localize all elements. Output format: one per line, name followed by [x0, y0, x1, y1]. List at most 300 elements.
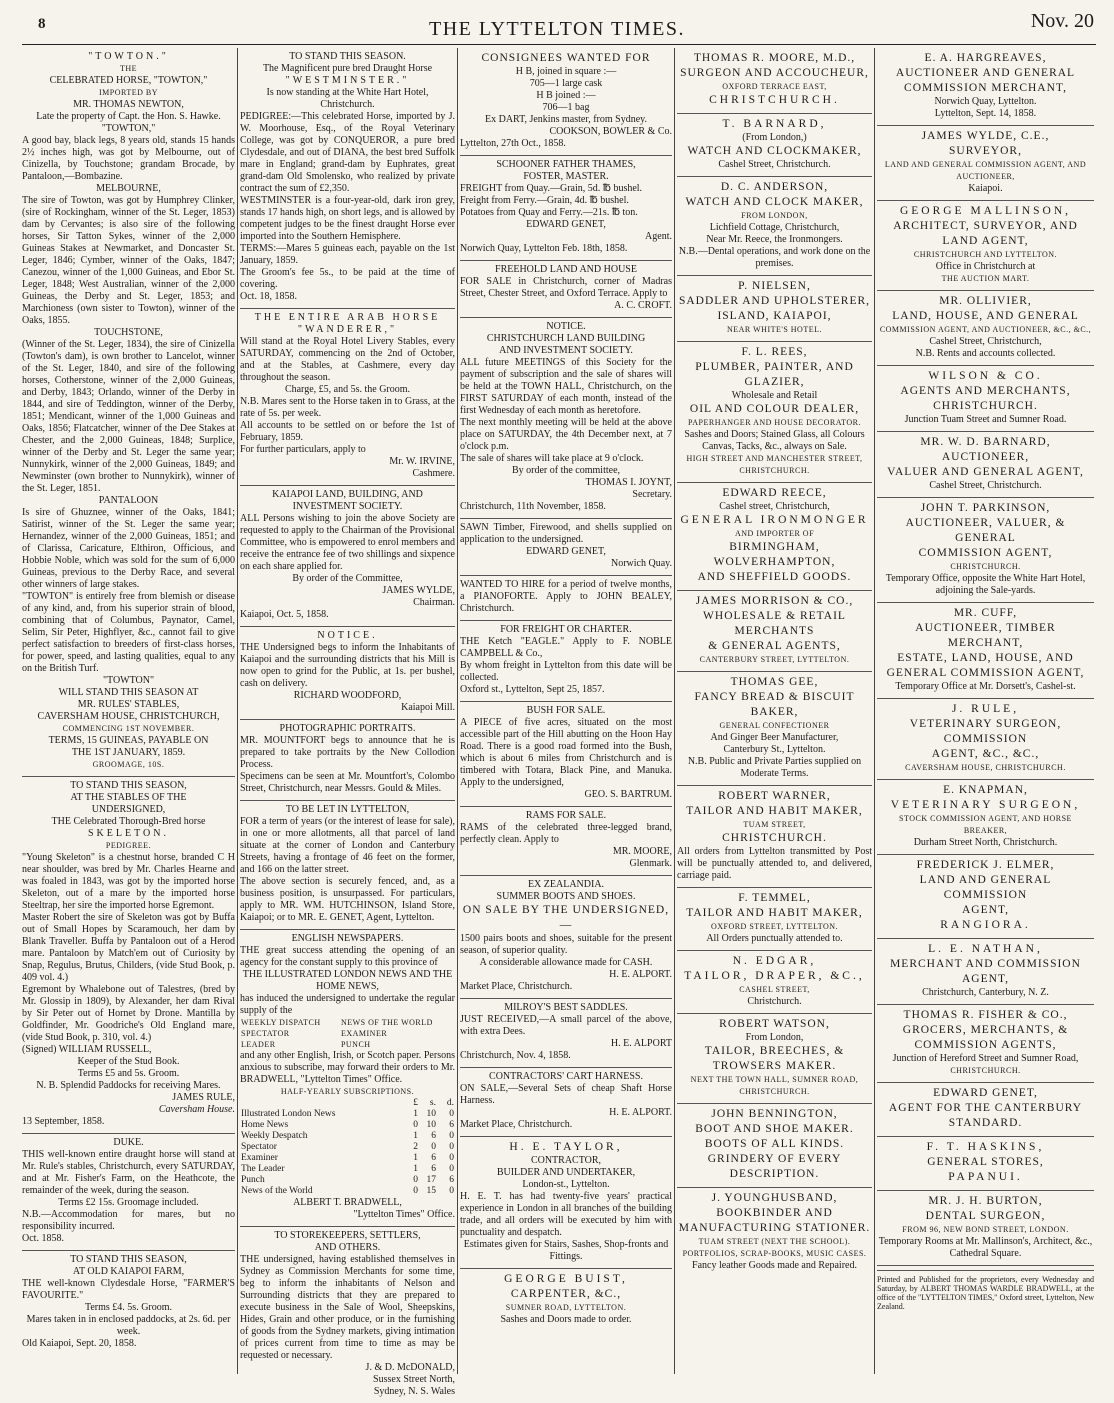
table-cell: 0 [449, 1142, 454, 1152]
ad-date: Norwich Quay, Lyttelton Feb. 18th, 1858. [460, 243, 628, 254]
rams-advert [460, 807, 672, 876]
ad-signature: (Signed) WILLIAM RUSSELL, [22, 1044, 152, 1055]
summer-boots-advert [460, 876, 672, 999]
ad-heading: FOSTER, MASTER. [523, 171, 609, 182]
table-row [240, 1109, 455, 1120]
ad-line: Potatoes from Quay and Ferry.—21s. ℔ ton. [460, 207, 638, 218]
ad-signature: RICHARD WOODFORD, [293, 690, 402, 701]
ad-signature: GEO. S. BARTRUM. [584, 789, 672, 800]
card-line: Norwich Quay, Lyttelton. [934, 96, 1037, 107]
card-line: CAVERSHAM HOUSE, CHRISTCHURCH. [905, 763, 1066, 772]
ad-line: Sydney, N. S. Wales [373, 1386, 455, 1397]
column-divider [237, 48, 238, 1374]
ad-heading: TO STAND THIS SEASON, [70, 780, 187, 791]
card-line: N.B. Public and Private Parties supplied on Moderate Terms. [687, 756, 862, 779]
card-line: (From London,) [742, 132, 807, 143]
ad-body: (Winner of the St. Leger, 1834), the sire of Cinizella (Towton's dam), is own brother to Lancelot, winner of the St. Leger, 1840, and sire of the following horses, Cotherstone, winner of the 2,000 Guineas, and Derby, 1843; Orlando, winner of the Derby in 1844, and sire of Teddington, winner of the Derby, 1851; Mendicant, winner of the 1,000 Guineas and Oaks, 1856; Flatcatcher, winner of the Dee Stakes at Chester, and the 2,000 Guineas, 1848; Surplice, winner of the Derby and St. Leger the same year; Nunnykirk, winner of the 2,000 Guineas, 1849; and Newminster (own brother to Nunnykirk), winner of the St. Leger, 1851. [22, 339, 235, 494]
ad-heading: CHRISTCHURCH LAND BUILDING [486, 333, 646, 344]
card-line: AUCTIONEER, TIMBER MERCHANT, [915, 622, 1056, 649]
table-cell: 0 [449, 1153, 454, 1163]
card-line: OIL AND COLOUR DEALER, [689, 403, 860, 415]
table-cell: 0 [413, 1175, 418, 1185]
card-line: THE AUCTION MART. [941, 274, 1030, 283]
card-line: & GENERAL AGENTS, [708, 640, 841, 652]
card-line: TAILOR, BREECHES, & TROWSERS MAKER. [704, 1045, 845, 1072]
table-cell: 6 [431, 1153, 436, 1163]
table-row [240, 1186, 455, 1197]
ad-body: "Young Skeleton" is a chestnut horse, branded C H near shoulder, was bred by Mr. Charles Hearne and was foaled in 1843, was got by the imported horse Skeleton, out of a mare by the imported horse Steeltrap, her sire the imported horse Egremont. [22, 852, 235, 911]
card-line: PLUMBER, PAINTER, AND GLAZIER, [695, 361, 854, 388]
ad-line: "Lyttelton Times" Office. [353, 1209, 455, 1220]
ad-line: Agent. [645, 231, 672, 242]
ad-heading: PHOTOGRAPHIC PORTRAITS. [279, 723, 416, 734]
ad-heading: BUILDER AND UNDERTAKER, [496, 1167, 636, 1178]
ad-subheading: MELBOURNE, [96, 183, 161, 194]
table-cell: 10 [426, 1120, 436, 1130]
card-line: BOOT AND SHOE MAKER. [695, 1123, 854, 1135]
table-cell: 0 [449, 1186, 454, 1196]
ad-line: "TOWTON," [101, 123, 156, 134]
card-name: F. T. HASKINS, [926, 1141, 1045, 1153]
ad-body: WANTED TO HIRE for a period of twelve months, a PIANOFORTE. Apply to JOHN BEALEY, Christchurch. [460, 579, 672, 614]
ad-body: N.B.—Accommodation for mares, but no responsibility incurred. [22, 1209, 235, 1232]
sawn-timber-advert [460, 519, 672, 576]
card-line: All Orders punctually attended to. [706, 933, 843, 944]
card-line: PORTFOLIOS, SCRAP-BOOKS, MUSIC CASES. [682, 1249, 867, 1258]
card-line: Durham Street North, Christchurch. [913, 837, 1058, 848]
column-2 [240, 48, 455, 1397]
masthead-title: THE LYTTELTON TIMES. [429, 18, 685, 40]
subscription-table [240, 1098, 455, 1197]
ad-date: Old Kaiapoi, Sept. 20, 1858. [22, 1338, 137, 1349]
ad-date: Oxford st., Lyttelton, Sept 25, 1857. [460, 684, 605, 695]
card-line: GENERAL CONFECTIONER [719, 721, 830, 730]
table-cell: 0 [431, 1142, 436, 1152]
ad-body: TERMS:—Mares 5 guineas each, payable on the 1st January, 1859. [240, 243, 455, 266]
ad-heading: SCHOONER FATHER THAMES, [496, 159, 636, 170]
ad-body: THIS well-known entire draught horse will stand at Mr. Rule's stables, Christchurch, every SATURDAY, and at Mr. Fisher's Farm, on the Heathcote, the remainder of the week, during the season. [22, 1149, 235, 1196]
card-name: E. KNAPMAN, [943, 784, 1028, 796]
photographic-advert [240, 720, 455, 801]
card-line: Cashel Street, Christchurch. [718, 159, 831, 170]
ad-line: WILL STAND THIS SEASON AT [58, 687, 199, 698]
card-line: LAND, HOUSE, AND GENERAL [892, 310, 1079, 322]
ad-heading: AND INVESTMENT SOCIETY. [499, 345, 633, 356]
card-name: WILSON & CO. [928, 370, 1043, 382]
ad-subheading: TOUCHSTONE, [94, 327, 163, 338]
ad-heading: FREEHOLD LAND AND HOUSE [495, 264, 637, 275]
card-line: AGENT, [962, 904, 1009, 916]
ad-body: and any other English, Irish, or Scotch paper. Persons anxious to subscribe, may forward their orders to Mr. BRADWELL, "Lyttelton Times" Office. [240, 1050, 455, 1085]
card-line: Wholesale and Retail [731, 390, 818, 401]
card-line: N.B.—Dental operations, and work done on the premises. [678, 246, 871, 269]
card-line: LAND AGENT, [942, 235, 1029, 247]
table-cell: 1 [413, 1131, 418, 1141]
ad-line: Charge, £5, and 5s. the Groom. [284, 384, 411, 395]
card-line: AGENT, &C., &C., [931, 748, 1040, 760]
ad-line: Mares taken in in enclosed paddocks, at 2s. 6d. per week. [26, 1314, 231, 1337]
business-card [877, 1191, 1094, 1266]
card-line: OXFORD TERRACE EAST, [722, 82, 827, 91]
business-card [877, 1083, 1094, 1137]
ad-body: JUST RECEIVED,—A small parcel of the above, with extra Dees. [460, 1014, 672, 1037]
ad-body: Will stand at the Royal Hotel Livery Stables, every SATURDAY, commencing on the 2nd of October, and at the Stables, at Cashmere, every day throughout the season. [240, 336, 455, 383]
schooner-advert [460, 156, 672, 261]
ad-heading: BUSH FOR SALE. [526, 705, 606, 716]
column-divider [674, 48, 675, 1374]
ad-heading: KAIAPOI LAND, BUILDING, AND [272, 489, 423, 500]
column-3 [460, 48, 672, 1374]
business-card [877, 780, 1094, 855]
ad-date: Oct. 1858. [22, 1233, 64, 1244]
ad-body: The next monthly meeting will be held at the above place on SATURDAY, the 4th December next, at 7 o'clock p.m. [460, 417, 672, 452]
card-line: PAPERHANGER AND HOUSE DECORATOR. [688, 418, 861, 427]
ad-date: Kaiapoi, Oct. 5, 1858. [240, 609, 329, 620]
mill-notice-advert [240, 627, 455, 720]
duke-advert [22, 1134, 235, 1251]
table-cell: 1 [413, 1153, 418, 1163]
table-cell: Weekly Despatch [241, 1131, 308, 1141]
table-cell: Illustrated London News [241, 1109, 336, 1119]
ad-body: "TOWTON" is entirely free from blemish or disease of any kind, and, from his superior strain of blood, combining that of Columbus, Paynator, Camel, Selim, Sir Peter, Highflyer, &c., cannot fail to give perfect satisfaction to breeders of first-class horses, for power, speed, and lasting qualities, equal to any on the British Turf. [22, 591, 235, 674]
card-line: STANDARD. [948, 1117, 1023, 1129]
table-cell: Examiner [241, 1153, 278, 1163]
ad-heading: NOTICE. [546, 321, 586, 332]
arab-horse-advert [240, 309, 455, 486]
card-name: T. BARNARD, [722, 118, 827, 130]
table-cell: 10 [426, 1109, 436, 1119]
ad-signature: JAMES RULE, [172, 1092, 235, 1103]
ad-heading: UNDERSIGNED, [91, 804, 166, 815]
ad-subheading: PANTALOON [98, 495, 159, 506]
table-cell: 0 [449, 1131, 454, 1141]
business-card [677, 1014, 872, 1104]
card-line: All orders from Lyttelton transmitted by Post will be punctually attended to, and delivered, carriage paid. [677, 846, 872, 881]
card-line: Cashel Street, Christchurch. [929, 480, 1042, 491]
ad-line: By order of the Committee, [292, 573, 403, 584]
bush-for-sale-advert [460, 702, 672, 807]
ad-line: Ex DART, Jenkins master, from Sydney. [484, 114, 648, 125]
card-line: WHOLESALE & RETAIL MERCHANTS [703, 610, 846, 637]
business-card [877, 126, 1094, 201]
card-line: BOOKBINDER AND MANUFACTURING STATIONER. [678, 1207, 871, 1234]
card-name: L. E. NATHAN, [928, 943, 1043, 955]
ad-heading: RAMS FOR SALE. [525, 810, 607, 821]
business-card [677, 786, 872, 888]
ad-line: Market Place, Christchurch. [460, 1119, 573, 1130]
card-line: AUCTIONEER AND GENERAL [895, 67, 1076, 79]
card-line: VALUER AND GENERAL AGENT, [887, 466, 1084, 478]
business-card [677, 342, 872, 483]
card-name: EDWARD GENET, [933, 1087, 1038, 1099]
card-name: JAMES WYLDE, C.E., [921, 130, 1050, 142]
ad-heading: CONSIGNEES WANTED FOR [481, 52, 651, 64]
ad-line: Chairman. [413, 597, 455, 608]
ad-line: TERMS, 15 GUINEAS, PAYABLE ON [48, 735, 209, 746]
ad-body: N.B. Mares sent to the Horse taken in to Grass, at the rate of 5s. per week. [240, 396, 455, 419]
card-line: GENERAL STORES, [927, 1156, 1044, 1168]
business-card [877, 48, 1094, 126]
ad-line: London-st., Lyttelton. [522, 1179, 610, 1190]
ad-body: FREIGHT from Quay.—Grain, 5d. ℔ bushel. [460, 183, 643, 194]
ad-body: THE well-known Clydesdale Horse, "FARMER'S FAVOURITE." [22, 1278, 235, 1301]
ad-date: Lyttelton, 27th Oct., 1858. [460, 138, 566, 149]
card-name: MR. J. H. BURTON, [928, 1195, 1043, 1207]
table-cell: 15 [426, 1186, 436, 1196]
freehold-advert [460, 261, 672, 318]
ad-date: Christchurch, 11th November, 1858. [460, 501, 606, 512]
ad-body: By whom freight in Lyttelton from this date will be collected. [460, 660, 672, 683]
ad-body: 1500 pairs boots and shoes, suitable for the present season, of superior quality. [460, 933, 672, 956]
business-card [677, 48, 872, 114]
pianoforte-advert [460, 576, 672, 621]
business-card [677, 1188, 872, 1277]
ad-heading: TO STAND THIS SEASON. [289, 51, 406, 62]
card-line: TUAM STREET, [743, 820, 806, 829]
ad-body: SAWN Timber, Firewood, and shells supplied on application to the undersigned. [460, 522, 672, 545]
ad-heading: INVESTMENT SOCIETY. [292, 501, 403, 512]
card-line: From London, [745, 1032, 804, 1043]
ad-line: THE Celebrated Thorough-Bred horse [51, 816, 206, 827]
business-card [677, 591, 872, 672]
ad-body: The sire of Towton, was got by Humphrey Clinker, (sire of Rockingham, winner of the St. Leger, 1853) dam by Cervantes; is also sire of the following horses, Sir Tatton Sykes, winner of the 2,000 Guineas Stakes at Newmarket, and Doncaster St. Leger, 1846; Cymber, winner of the Oaks, 1847; Canezou, winner of the 1,000 Guineas, and Ebor St. Leger, 1848; West Australian, winner of the 2,000 Guineas, the Derby and St. Leger, 1853; and Marchioness (own sister to Towton), winner of the Oaks, 1855. [22, 195, 235, 326]
ad-body: ON SALE,—Several Sets of cheap Shaft Horse Harness. [460, 1083, 672, 1106]
newspaper-name: SPECTATOR [241, 1029, 290, 1038]
ad-line: Kaiapoi Mill. [401, 702, 455, 713]
newspapers-advert [240, 930, 455, 1227]
ad-body: ALL future MEETINGS of this Society for the payment of subscription and the sale of shares will be held at the TOWN HALL, Christchurch, on the FIRST SATURDAY of each month, instead of the first Wednesday of each month as heretofore. [460, 357, 672, 416]
ad-signature: H. E. ALPORT [610, 1038, 672, 1049]
table-cell: 1 [413, 1164, 418, 1174]
ad-body: The Groom's fee 5s., to be paid at the time of covering. [240, 267, 455, 290]
ad-heading: NOTICE. [317, 630, 378, 641]
table-row [240, 1175, 455, 1186]
ad-signature: ALBERT T. BRADWELL, [293, 1197, 402, 1208]
ad-body: FOR SALE in Christchurch, corner of Madras Street, Chester Street, and Oxford Terrace. Apply to [460, 276, 672, 299]
ad-heading: AT OLD KAIAPOI FARM, [72, 1266, 185, 1277]
ad-signature: A. C. CROFT. [614, 300, 672, 311]
ad-line: Is now standing at the White Hart Hotel, Christchurch. [266, 87, 429, 110]
ad-title: H. E. TAYLOR, [509, 1141, 623, 1153]
harness-advert [460, 1068, 672, 1137]
table-cell: 6 [431, 1131, 436, 1141]
card-name: MR. CUFF, [953, 607, 1018, 619]
card-line: HIGH STREET AND MANCHESTER STREET, CHRISTCHURCH. [686, 454, 863, 475]
card-line: TAILOR AND HABIT MAKER, [686, 907, 863, 919]
card-name: THOMAS R. FISHER & CO., [903, 1009, 1068, 1021]
business-card [877, 498, 1094, 603]
ad-body: A PIECE of five acres, situated on the most accessible part of the Hill abutting on the Hoon Hay Road. There is a good road formed into the Bush, which is about 6 miles from Christchurch and is timbered with Totara, Black Pine, and Manuka. Apply to the undersigned, [460, 717, 672, 788]
card-line: CASHEL STREET, [739, 985, 810, 994]
card-name: THOMAS GEE, [730, 676, 819, 688]
table-cell: 6 [449, 1175, 454, 1185]
ad-body: THE great success attending the opening of an agency for the constant supply to this province of [240, 945, 455, 968]
ad-line: CAVERSHAM HOUSE, CHRISTCHURCH, [37, 711, 220, 722]
business-card [677, 888, 872, 951]
ad-body: WESTMINSTER is a four-year-old, dark iron grey, stands 17 hands high, on short legs, and is allowed by competent judges to be the finest draught Horse ever imported into the Southern Hemisphere. [240, 195, 455, 242]
card-line: Junction Tuam Street and Sumner Road. [904, 414, 1067, 425]
ad-heading: SUMMER BOOTS AND SHOES. [496, 891, 636, 902]
card-line: PAPANUI. [948, 1171, 1023, 1183]
ad-line: Terms £2 15s. Groomage included. [58, 1197, 199, 1208]
table-cell: 6 [449, 1120, 454, 1130]
ad-line: THE 1ST JANUARY, 1859. [71, 747, 186, 758]
page-number: 8 [38, 16, 46, 32]
ad-signature: Mr. W. IRVINE, [389, 456, 455, 467]
ad-body: THE Ketch "EAGLE." Apply to F. NOBLE CAMPBELL & Co., [460, 636, 672, 659]
table-cell: 2 [413, 1142, 418, 1152]
ad-line: 705—1 large cask [529, 78, 603, 89]
card-line: DENTAL SURGEON, [925, 1210, 1046, 1222]
card-line: FROM 96, NEW BOND STREET, LONDON. [902, 1225, 1069, 1234]
card-line: COMMISSION MERCHANT, [904, 82, 1067, 94]
ad-heading: FOR FREIGHT OR CHARTER. [500, 624, 632, 635]
newspaper-name: EXAMINER [340, 1029, 388, 1038]
card-line: And Ginger Beer Manufacturer, [710, 732, 839, 743]
westminster-advert [240, 48, 455, 309]
table-cell: Home News [241, 1120, 289, 1130]
table-cell: 0 [449, 1109, 454, 1119]
skeleton-advert [22, 777, 235, 1134]
ad-signature: EDWARD GENET, [526, 219, 606, 230]
business-card [877, 939, 1094, 1005]
card-line: AGENT FOR THE CANTERBURY [888, 1102, 1083, 1114]
charter-advert [460, 621, 672, 702]
card-line: Sashes and Doors; Stained Glass, all Colours Canvas, Tacks, &c., always on Sale. [684, 429, 865, 452]
card-name: N. EDGAR, [732, 955, 817, 967]
ad-line: Terms £4. 5s. Groom. [84, 1302, 173, 1313]
ad-body: FOR a term of years (or the interest of lease for sale), in one or more allotments, all that parcel of land situate at the corner of London and Canterbury Streets, having a frontage of 46 feet on the former, and 166 on the latter street. [240, 816, 455, 875]
card-line: FROM LONDON, [741, 211, 808, 220]
ad-line: A considerable allowance made for CASH. [479, 957, 653, 968]
ad-subheading: HALF-YEARLY SUBSCRIPTIONS. [280, 1087, 415, 1096]
ad-body: The above section is securely fenced, and, as a business position, is unsurpassed. For particulars, apply to MR. WM. HUTCHINSON, Island Store, Kaiapoi; or to MR. E. GENET, Agent, Lyttelton. [240, 876, 455, 923]
card-line: CHRISTCHURCH. [933, 400, 1038, 412]
card-line: Lyttelton, Sept. 14, 1858. [934, 108, 1037, 119]
card-name: JOHN BENNINGTON, [711, 1108, 838, 1120]
ad-signature: THOMAS I. JOYNT, [585, 477, 672, 488]
newspaper-name: WEEKLY DISPATCH [241, 1018, 321, 1027]
card-line: ISLAND, KAIAPOI, [717, 310, 832, 322]
card-name: THOMAS R. MOORE, M.D., [693, 52, 856, 64]
ad-heading: TO STOREKEEPERS, SETTLERS, [274, 1230, 421, 1241]
buist-carpenter-advert [460, 1269, 672, 1331]
ad-title: ON SALE BY THE UNDERSIGNED,— [462, 904, 670, 931]
ad-body: MR. MOUNTFORT begs to announce that he is prepared to take portraits by the New Collodion Process. [240, 735, 455, 770]
table-header: d. [446, 1098, 454, 1108]
card-line: Christchurch. [747, 996, 802, 1007]
card-name: EDWARD REECE, [722, 487, 827, 499]
ad-line: Norwich Quay. [610, 558, 672, 569]
card-line: AGENT, [962, 973, 1009, 985]
business-card [877, 1137, 1094, 1191]
table-cell: 0 [449, 1164, 454, 1174]
ad-body: Specimens can be seen at Mr. Mountfort's, Colombo Street, Christchurch, near Messrs. Gould & Miles. [240, 771, 455, 794]
card-name: E. A. HARGREAVES, [924, 52, 1047, 64]
table-row [240, 1131, 455, 1142]
card-line: Cashel Street, Christchurch, [929, 336, 1042, 347]
newspaper-name: LEADER [241, 1040, 276, 1049]
card-line: TAILOR AND HABIT MAKER, [686, 805, 863, 817]
issue-date: Nov. 20 [1030, 10, 1094, 32]
card-name: JAMES MORRISON & CO., [695, 595, 854, 607]
card-line: BOOTS OF ALL KINDS. [704, 1138, 845, 1150]
card-line: Canterbury St., Lyttelton. [723, 744, 826, 755]
card-line: GENERAL COMMISSION AGENT, [886, 667, 1085, 679]
card-name: MR. W. D. BARNARD, [920, 436, 1051, 448]
ad-heading: TO STAND THIS SEASON, [70, 1254, 187, 1265]
card-line: Cashel street, Christchurch, [719, 501, 830, 512]
ad-heading: CONTRACTORS' CART HARNESS. [489, 1071, 643, 1082]
towton-advert [22, 48, 235, 777]
column-4 [677, 48, 872, 1374]
card-line: AUCTIONEER, [941, 451, 1030, 463]
table-cell: Punch [241, 1175, 265, 1185]
business-card [877, 603, 1094, 699]
business-card [877, 201, 1094, 291]
table-cell: 1 [413, 1109, 418, 1119]
business-card [677, 114, 872, 177]
column-divider [874, 48, 875, 1374]
card-line: LAND AND GENERAL COMMISSION AGENT, AND AUCTIONEER, [884, 160, 1087, 181]
business-card [677, 483, 872, 591]
storekeepers-advert [240, 1227, 455, 1403]
card-line: SURGEON AND ACCOUCHEUR, [680, 67, 869, 79]
kaiapoi-land-society-advert [240, 486, 455, 627]
ad-date: Christchurch, Nov. 4, 1858. [460, 1050, 571, 1061]
ad-body: THE Undersigned begs to inform the Inhabitants of Kaiapoi and the surrounding districts that his Mill is now open to grind for the Public, at 1s. per bushel, cash on delivery. [240, 642, 455, 689]
ad-body: Is sire of Ghuznee, winner of the Oaks, 1841; Satirist, winner of the St. Leger the same year; Hernandez, winner of the 2,000 Guineas, 1851; and of Clarissa, Caricature, Elthiron, Officious, and Hobbie Noble, which was sold for the sum of 6,000 Guineas, previous to the Derby Race, and several other winners of large stakes. [22, 507, 235, 590]
card-name: FREDERICK J. ELMER, [916, 859, 1055, 871]
table-row [240, 1120, 455, 1131]
table-cell: 0 [413, 1120, 418, 1130]
newspaper-name: NEWS OF THE WORLD [340, 1018, 433, 1027]
table-row [240, 1164, 455, 1175]
ad-title: SKELETON. [88, 828, 169, 839]
card-name: J. RULE, [951, 703, 1020, 715]
ad-title: GEORGE BUIST, [504, 1273, 628, 1285]
table-row [240, 1153, 455, 1164]
ad-body: THE undersigned, having established themselves in Sydney as Commission Merchants for some time, beg to inform the inhabitants of Nelson and Surrounding districts that they are prepared to execute business in the Sale of Wool, Sheepskins, Hides, Grain and other produce, or in the furnishing of goods from the Sydney markets, giving intimation of prices current from time to time as may be requested or necessary. [240, 1254, 455, 1361]
card-line: STOCK COMMISSION AGENT, AND HORSE BREAKER, [899, 814, 1072, 835]
ad-line: "TOWTON" [102, 675, 155, 686]
card-line: Fancy leather Goods made and Repaired. [692, 1260, 857, 1271]
table-cell: The Leader [241, 1164, 285, 1174]
ad-heading: CONTRACTOR, [530, 1155, 602, 1166]
ad-signature: H. E. ALPORT. [609, 1107, 672, 1118]
ad-signature: EDWARD GENET, [526, 546, 606, 557]
card-name: F. L. REES, [741, 346, 808, 358]
card-line: CHRISTCHURCH AND LYTTELTON. [913, 250, 1058, 259]
ad-body: has induced the undersigned to undertake the regular supply of the [240, 993, 455, 1016]
card-line: CHRISTCHURCH. [722, 832, 827, 844]
ad-line: SUMNER ROAD, LYTTELTON. [505, 1303, 627, 1312]
card-line: SURVEYOR, [949, 145, 1022, 157]
business-card [677, 1104, 872, 1188]
ad-heading: AT THE STABLES OF THE [70, 792, 187, 803]
ad-heading: CARPENTER, &C., [510, 1288, 622, 1300]
card-line: Kaiapoi. [968, 183, 1003, 194]
table-cell: Spectator [241, 1142, 277, 1152]
ad-line: Late the property of Capt. the Hon. S. Hawke. [36, 111, 221, 122]
christchurch-land-society-advert [460, 318, 672, 519]
card-line: Christchurch, Canterbury, N. Z. [922, 987, 1049, 998]
ad-title: THE ENTIRE ARAB HORSE "WANDERER," [254, 312, 441, 335]
card-line: Temporary Office at Mr. Dorsett's, Cashel-st. [895, 681, 1076, 692]
table-row [240, 1142, 455, 1153]
saddles-advert [460, 999, 672, 1068]
card-name: JOHN T. PARKINSON, [920, 502, 1051, 514]
